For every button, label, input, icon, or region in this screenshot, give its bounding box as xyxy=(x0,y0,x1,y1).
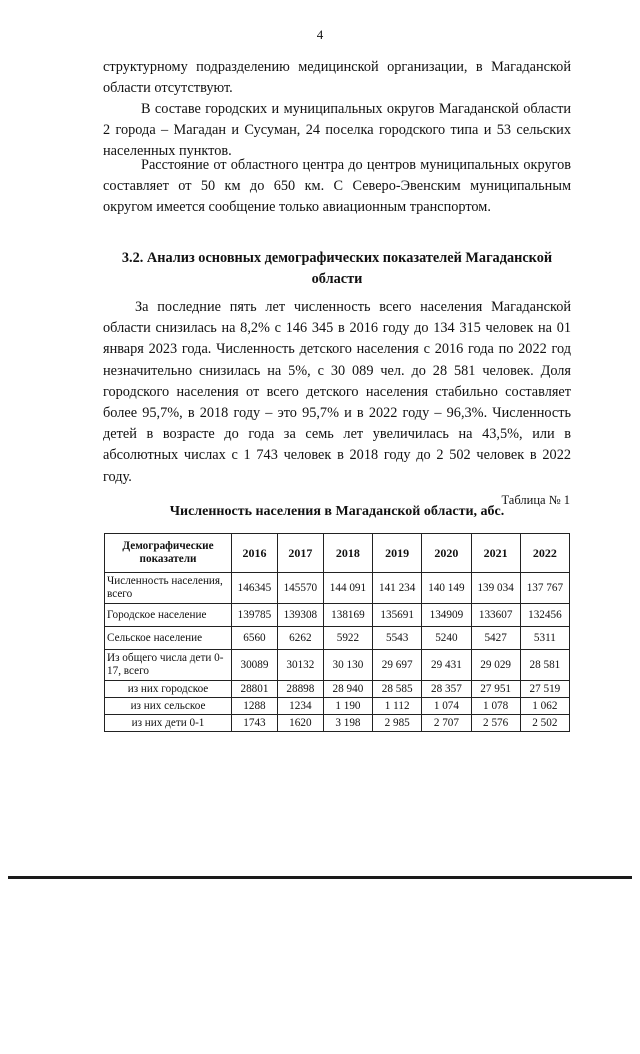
row-label: из них городское xyxy=(105,681,232,698)
table-cell: 2 576 xyxy=(471,715,520,732)
table-cell: 134909 xyxy=(422,604,471,627)
header-year: 2018 xyxy=(323,534,372,573)
table-cell: 1 112 xyxy=(373,698,422,715)
table-header-row xyxy=(105,534,570,573)
header-indicator: Демографические показатели xyxy=(105,534,232,573)
table-cell: 27 951 xyxy=(471,681,520,698)
table-cell: 30 130 xyxy=(323,650,372,681)
header-year: 2019 xyxy=(373,534,422,573)
table-cell: 5311 xyxy=(520,627,569,650)
row-label: Сельское население xyxy=(105,627,232,650)
table-cell: 28 357 xyxy=(422,681,471,698)
section-heading: 3.2. Анализ основных демографических показателей Магаданской области xyxy=(121,250,553,287)
table-cell: 145570 xyxy=(277,573,323,604)
table-cell: 139 034 xyxy=(471,573,520,604)
table-cell: 1 062 xyxy=(520,698,569,715)
paragraph-demographics: За последние пять лет численность всего населения Магаданской области снизилась на 8,2% с 146 345 в 2016 году до 134 315 человек на 01 января 2023 года. Численность детского населения с 2016 года по 2022 год незначительно снизилась на 5%, с 30 089 чел. до 28 581 человек. Доля городского населения от всего детского населения стабильно составляет более 95,7%, в 2018 году – это 95,7% и в 2022 году – 96,3%. Численность детей в возрасте до года за семь лет увеличилась на 43,5%, или в абсолютных числах с 1 743 человек в 2018 году до 2 502 человек в 2022 году. xyxy=(103,299,571,485)
table-row xyxy=(105,627,570,650)
table-cell: 30089 xyxy=(232,650,278,681)
table-cell: 28 940 xyxy=(323,681,372,698)
table-cell: 1620 xyxy=(277,715,323,732)
table-cell: 2 707 xyxy=(422,715,471,732)
table-cell: 1 074 xyxy=(422,698,471,715)
table-cell: 5240 xyxy=(422,627,471,650)
table-cell: 140 149 xyxy=(422,573,471,604)
row-label: из них дети 0-1 xyxy=(105,715,232,732)
table-cell: 135691 xyxy=(373,604,422,627)
table-cell: 29 431 xyxy=(422,650,471,681)
table-cell: 139785 xyxy=(232,604,278,627)
paragraph-continuation: структурному подразделению медицинской организации, в Магаданской области отсутствуют. xyxy=(103,59,571,96)
paragraph-settlements: В составе городских и муниципальных округов Магаданской области 2 города – Магадан и Сусуман, 24 поселка городского типа и 53 сельских населенных пунктов. xyxy=(103,101,571,159)
table-cell: 29 029 xyxy=(471,650,520,681)
table-cell: 2 502 xyxy=(520,715,569,732)
paragraph-distance: Расстояние от областного центра до центров муниципальных округов составляет от 50 км до 650 км. С Северо-Эвенским муниципальным округом имеется сообщение только авиационным транспортом. xyxy=(103,157,571,215)
table-cell: 29 697 xyxy=(373,650,422,681)
header-year: 2017 xyxy=(277,534,323,573)
table-cell: 133607 xyxy=(471,604,520,627)
table-cell: 1743 xyxy=(232,715,278,732)
table-cell: 28 581 xyxy=(520,650,569,681)
table-row xyxy=(105,573,570,604)
population-table xyxy=(104,533,570,732)
table-cell: 1 190 xyxy=(323,698,372,715)
table-cell: 28 585 xyxy=(373,681,422,698)
table-row xyxy=(105,650,570,681)
table-number: Таблица № 1 xyxy=(501,493,570,507)
table-cell: 5922 xyxy=(323,627,372,650)
table-cell: 6560 xyxy=(232,627,278,650)
table-cell: 2 985 xyxy=(373,715,422,732)
table-row xyxy=(105,604,570,627)
row-label: Из общего числа дети 0-17, всего xyxy=(105,650,232,681)
table-cell: 146345 xyxy=(232,573,278,604)
table-cell: 141 234 xyxy=(373,573,422,604)
row-label: Численность населения, всего xyxy=(105,573,232,604)
table-cell: 1288 xyxy=(232,698,278,715)
table-row xyxy=(105,681,570,698)
table-cell: 5427 xyxy=(471,627,520,650)
table-cell: 30132 xyxy=(277,650,323,681)
table-row xyxy=(105,698,570,715)
header-year: 2022 xyxy=(520,534,569,573)
header-year: 2016 xyxy=(232,534,278,573)
table-cell: 144 091 xyxy=(323,573,372,604)
table-title: Численность населения в Магаданской области, абс. xyxy=(169,504,505,519)
row-label: из них сельское xyxy=(105,698,232,715)
table-cell: 139308 xyxy=(277,604,323,627)
table-cell: 6262 xyxy=(277,627,323,650)
table-row xyxy=(105,715,570,732)
row-label: Городское население xyxy=(105,604,232,627)
table-cell: 28898 xyxy=(277,681,323,698)
table-cell: 27 519 xyxy=(520,681,569,698)
header-year: 2020 xyxy=(422,534,471,573)
footer-divider xyxy=(8,876,632,879)
table-cell: 1 078 xyxy=(471,698,520,715)
header-year: 2021 xyxy=(471,534,520,573)
table-cell: 5543 xyxy=(373,627,422,650)
table-cell: 28801 xyxy=(232,681,278,698)
page-number: 4 xyxy=(316,27,324,42)
table-cell: 1234 xyxy=(277,698,323,715)
table-cell: 3 198 xyxy=(323,715,372,732)
table-cell: 138169 xyxy=(323,604,372,627)
table-cell: 137 767 xyxy=(520,573,569,604)
table-cell: 132456 xyxy=(520,604,569,627)
